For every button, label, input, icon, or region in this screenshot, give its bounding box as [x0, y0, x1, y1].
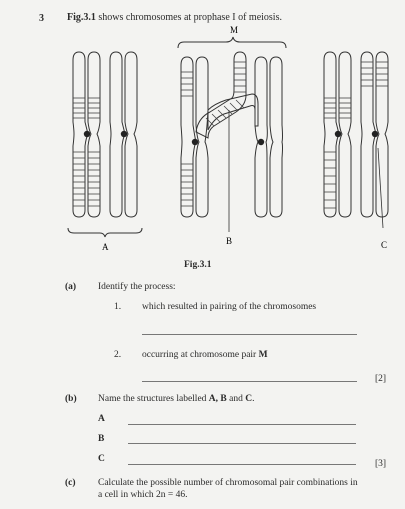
chromosome-bands-left [73, 98, 100, 206]
part-b-label-b: B [98, 434, 105, 444]
label-m: M [230, 25, 239, 35]
marks-b: [3] [375, 459, 387, 469]
figure-reference: Fig.3.1 [67, 12, 96, 23]
part-a-item2-bold: M [258, 350, 268, 360]
question-number: 3 [39, 13, 44, 24]
part-b-label: (b) [65, 394, 77, 404]
label-c: C [381, 240, 388, 250]
part-a-stem: Identify the process: [98, 282, 176, 292]
part-b-stem [98, 394, 254, 404]
part-a-item1-num: 1. [114, 302, 122, 312]
chromosome-bands-middle [181, 62, 246, 206]
centromere-middle-2 [258, 139, 264, 145]
part-b-stem-bold2: C [245, 394, 253, 404]
part-b-label-a: A [98, 414, 105, 424]
label-a: A [102, 242, 109, 252]
part-c-label: (c) [65, 478, 76, 488]
centromere-left-1 [84, 131, 90, 137]
part-b-stem-end: . [252, 394, 255, 404]
part-a-item1-text: which resulted in pairing of the chromosomes [142, 302, 317, 312]
label-b: B [226, 236, 233, 246]
brace-a [68, 228, 142, 237]
brace-m [178, 37, 286, 48]
part-b-stem-pre: Name the structures labelled [98, 394, 209, 404]
centromere-left-2 [121, 131, 127, 137]
part-b-stem-bold1: A, B [208, 394, 227, 404]
chromosome-pair-left [73, 52, 137, 217]
centromere-right-1 [335, 131, 341, 137]
marks-a: [2] [375, 374, 387, 384]
answer-line-b-b[interactable] [128, 443, 356, 444]
part-b-label-c: C [98, 454, 105, 464]
part-a-label: (a) [65, 282, 77, 292]
part-b-stem-mid: and [226, 394, 246, 404]
centromere-middle-1 [192, 139, 198, 145]
figure-caption: Fig.3.1 [184, 260, 212, 270]
answer-line-a2[interactable] [142, 381, 357, 382]
answer-line-a1[interactable] [142, 334, 357, 335]
chromosome-pair-middle [181, 52, 283, 217]
part-a-item2-num: 2. [114, 350, 122, 360]
intro-text: shows chromosomes at prophase I of meiosis. [95, 12, 282, 23]
part-c-line1: Calculate the possible number of chromosomal pair combinations in [98, 478, 358, 488]
part-c-line2: a cell in which 2n = 46. [98, 490, 188, 500]
answer-line-b-a[interactable] [128, 424, 356, 425]
answer-line-b-c[interactable] [128, 464, 356, 465]
part-a-item2-pre: occurring at chromosome pair [142, 350, 259, 360]
centromere-right-2 [372, 131, 378, 137]
part-a-item2-text [142, 350, 268, 360]
